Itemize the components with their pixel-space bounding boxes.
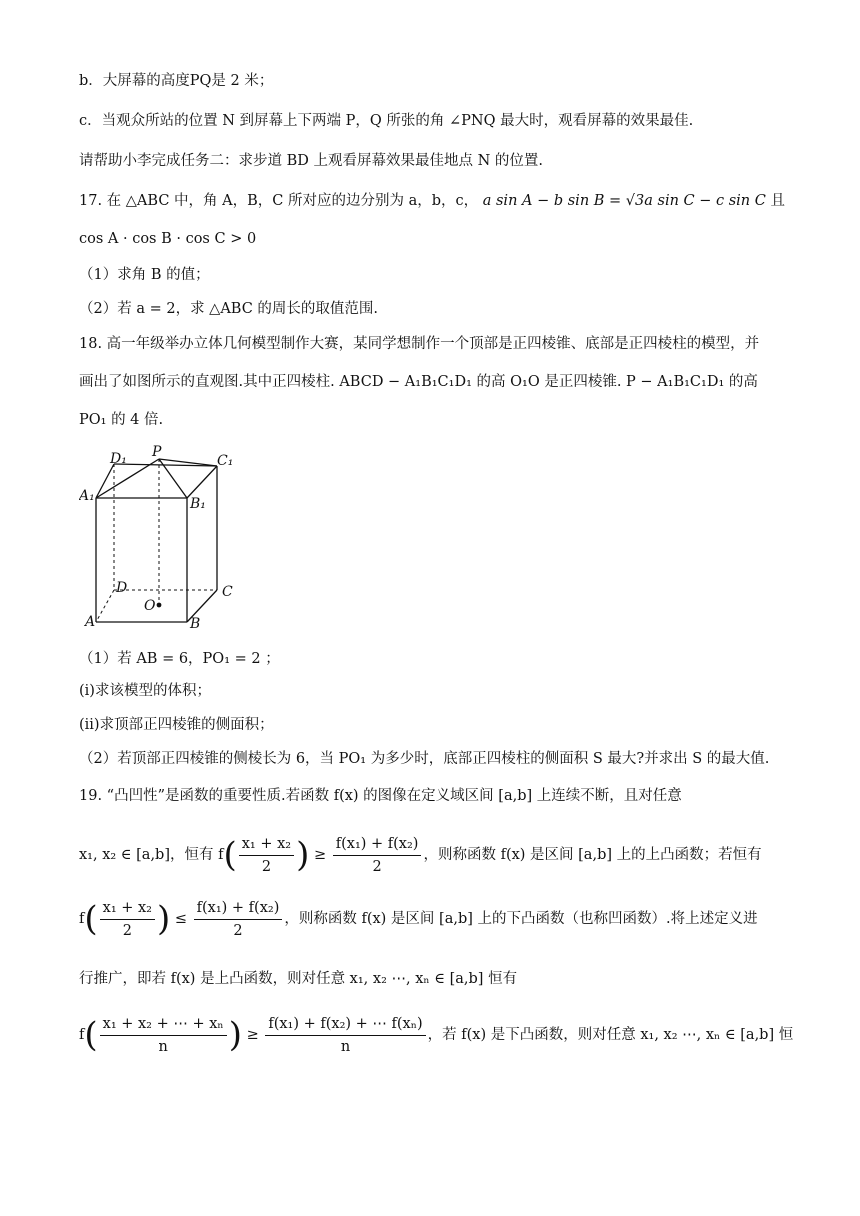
q17-condition: cos A · cos B · cos C > 0 — [79, 231, 257, 247]
q17-and: 且 — [770, 193, 785, 209]
label-a: A — [85, 614, 96, 630]
q18-part1-i: (i)求该模型的体积； — [79, 683, 211, 699]
label-b1: B₁ — [190, 496, 206, 512]
q19-upper-convex-definition: x₁, x₂ ∈ [a,b]，恒有 f( $\frac{\text{x₁ + x₂}}{2}$ ) ≥ $\frac{\text{f(x₁) + f(x₂)}}{2}$ ，则称函数 f(x) 是区间 [a,b] 上的上凸函数；若恒有 — [79, 830, 762, 880]
q19-e-relation: ≥ — [246, 1027, 259, 1043]
center-point-o — [157, 603, 162, 608]
q18-part1-ii: (ii)求顶部正四棱锥的侧面积； — [79, 717, 274, 733]
task-two: 请帮助小李完成任务二：求步道 BD 上观看屏幕效果最佳地点 N 的位置. — [79, 153, 544, 169]
fraction-favgn — [265, 1013, 425, 1058]
label-c: C — [222, 584, 233, 600]
q17-part1: （1）求角 B 的值； — [79, 267, 210, 283]
frac-den: 2 — [261, 858, 272, 875]
label-o: O — [144, 598, 156, 614]
frac-den: 2 — [122, 922, 132, 939]
q19-c-post: ，则称函数 f(x) 是区间 [a,b] 上的下凸函数（也称凹函数）.将上述定义进 — [284, 911, 758, 927]
q19-stem-1: 19. “凸凹性”是函数的重要性质.若函数 f(x) 的图像在定义域区间 [a,b] 上连续不断，且对任意 — [79, 788, 682, 804]
frac-num: f(x₁) + f(x₂) — [194, 897, 283, 920]
frac-den: 2 — [372, 858, 382, 875]
q17-stem — [79, 190, 785, 212]
frac-num: x₁ + x₂ — [100, 897, 155, 920]
frac-den: 2 — [233, 922, 243, 939]
q18-stem-1: 18. 高一年级举办立体几何模型制作大赛，某同学想制作一个顶部是正四棱锥、底部是正四棱柱的模型，并 — [79, 336, 760, 352]
q19-lower-convex-definition: f( $\frac{\text{x₁ + x₂}}{2}$ ) ≤ $\frac{\text{f(x₁) + f(x₂)}}{2}$ ，则称函数 f(x) 是区间 [a,b] 上的下凸函数（也称凹函数）.将上述定义进 — [79, 894, 758, 944]
frac-num: f(x₁) + f(x₂) — [333, 833, 422, 856]
label-c1: C₁ — [217, 453, 234, 469]
frac-num: f(x₁) + f(x₂) + ⋯ f(xₙ) — [265, 1013, 425, 1036]
prism-pyramid-figure — [79, 444, 249, 634]
frac-num: x₁ + x₂ — [239, 833, 294, 856]
q17-intro: 17. 在 △ABC 中，角 A，B，C 所对应的边分别为 a，b，c， — [79, 193, 479, 209]
label-d1: D₁ — [110, 451, 127, 467]
q18-part2: （2）若顶部正四棱锥的侧棱长为 6，当 PO₁ 为多少时，底部正四棱柱的侧面积 S 最大?并求出 S 的最大值. — [79, 751, 770, 767]
q17-part2: （2）若 a = 2，求 △ABC 的周长的取值范围. — [79, 301, 379, 317]
q19-c-relation: ≤ — [174, 911, 188, 927]
q19-b-post: ，则称函数 f(x) 是区间 [a,b] 上的上凸函数；若恒有 — [423, 847, 762, 863]
label-a1: A₁ — [79, 488, 95, 504]
label-p: P — [152, 444, 162, 460]
q17-equation: a sin A − b sin B = √3a sin C − c sin C — [482, 193, 766, 209]
q19-generalized-inequality: f( $\frac{\text{x₁ + x₂ + ⋯ + xₙ}}{n}$ ) ≥ $\frac{\text{f(x₁) + f(x₂) + ⋯ f(xₙ)}}{n}$ ，若 f(x) 是下凸函数，则对任意 x₁, x₂ ⋯, xₙ ∈ [a,b] 恒 — [79, 1010, 793, 1060]
q18-stem-2: 画出了如图所示的直观图.其中正四棱柱. ABCD − A₁B₁C₁D₁ 的高 O₁O 是正四棱锥. P − A₁B₁C₁D₁ 的高 — [79, 374, 758, 390]
fraction-avg2 — [100, 897, 155, 942]
frac-num: x₁ + x₂ + ⋯ + xₙ — [100, 1013, 227, 1036]
condition-b: b．大屏幕的高度PQ是 2 米； — [79, 73, 274, 89]
frac-den: n — [340, 1038, 351, 1055]
q19-e-pre: f — [79, 1027, 85, 1043]
fraction-avgn — [100, 1013, 227, 1058]
q19-generalization: 行推广，即若 f(x) 是上凸函数，则对任意 x₁, x₂ ⋯, xₙ ∈ [a,b] 恒有 — [79, 971, 518, 987]
q19-b-pre: x₁, x₂ ∈ [a,b]，恒有 f — [79, 847, 224, 863]
fraction-favg2 — [194, 897, 283, 942]
fraction-favg2 — [333, 833, 422, 878]
q19-b-relation: ≥ — [313, 847, 327, 863]
q18-stem-3: PO₁ 的 4 倍. — [79, 412, 164, 428]
label-b: B — [190, 616, 201, 632]
condition-c: c．当观众所站的位置 N 到屏幕上下两端 P，Q 所张的角 ∠PNQ 最大时，观看屏幕的效果最佳. — [79, 113, 694, 129]
q18-part1: （1）若 AB = 6，PO₁ = 2 ； — [79, 651, 280, 667]
label-d: D — [116, 580, 128, 596]
q19-c-pre: f — [79, 911, 85, 927]
fraction-avg2 — [239, 833, 294, 878]
q19-e-post: ，若 f(x) 是下凸函数，则对任意 x₁, x₂ ⋯, xₙ ∈ [a,b] 恒 — [427, 1027, 794, 1043]
frac-den: n — [158, 1038, 168, 1055]
